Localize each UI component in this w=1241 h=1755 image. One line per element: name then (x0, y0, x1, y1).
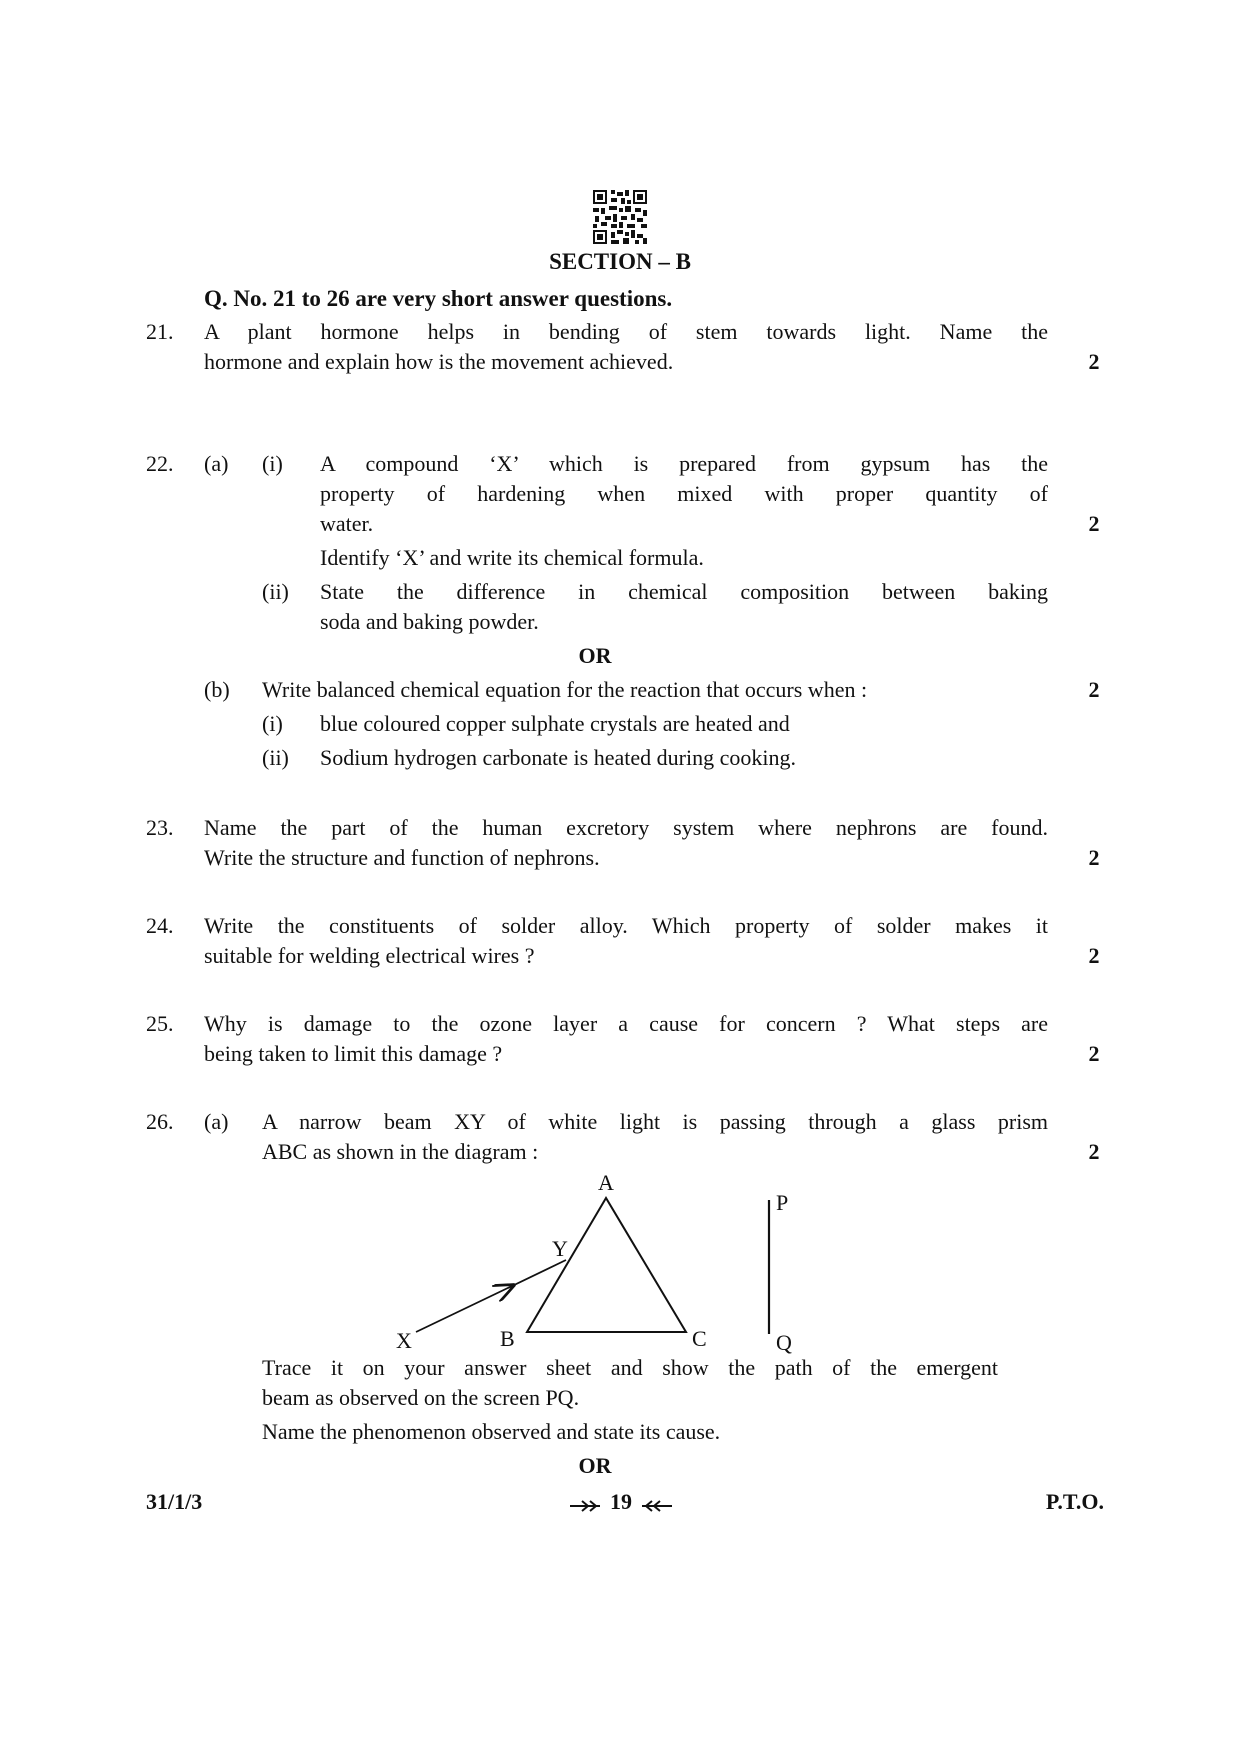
question-number: 22. (146, 451, 174, 476)
incident-ray-segment (508, 1260, 566, 1288)
q21-line-1: A plant hormone helps in bending of stem towards light. Name the (204, 319, 1048, 344)
q26-a-line-2: ABC as shown in the diagram : (262, 1139, 539, 1164)
q24-line-2: suitable for welding electrical wires ? (204, 943, 535, 968)
pto-label: P.T.O. (1045, 1489, 1104, 1514)
marks-badge: 2 (1088, 677, 1100, 702)
paper-code: 31/1/3 (146, 1489, 203, 1514)
marks-badge: 2 (1088, 1139, 1100, 1164)
q23-line-2: Write the structure and function of nephrons. (204, 845, 600, 870)
prism-triangle (527, 1198, 686, 1332)
q25-line-1: Why is damage to the ozone layer a cause for concern ? What steps are (204, 1011, 1048, 1036)
subpart-label: (i) (262, 451, 283, 476)
part-label: (b) (204, 677, 230, 702)
part-label: (a) (204, 1109, 229, 1134)
or-separator: OR (578, 1453, 612, 1478)
q23-line-1: Name the part of the human excretory system where nephrons are found. (204, 815, 1048, 840)
marks-badge: 2 (1088, 349, 1100, 374)
label-q: Q (776, 1330, 792, 1355)
section-title: SECTION – B (549, 249, 691, 274)
or-separator: OR (578, 643, 612, 668)
q25-line-2: being taken to limit this damage ? (204, 1041, 503, 1066)
label-b: B (500, 1326, 515, 1351)
marks-badge: 2 (1088, 511, 1100, 536)
q22-a-i-line-2: property of hardening when mixed with proper quantity of (320, 481, 1048, 506)
subpart-label: (ii) (262, 745, 289, 770)
label-c: C (692, 1326, 707, 1351)
subpart-label: (ii) (262, 579, 289, 604)
marks-badge: 2 (1088, 845, 1100, 870)
part-label: (a) (204, 451, 229, 476)
incident-ray (416, 1286, 512, 1332)
label-p: P (776, 1190, 789, 1215)
question-number: 25. (146, 1011, 174, 1036)
q22-a-i-line-4: Identify ‘X’ and write its chemical formula. (320, 545, 704, 570)
qr-code-icon (593, 190, 647, 244)
q26-trace-line-1: Trace it on your answer sheet and show the path of the emergent (262, 1355, 998, 1380)
label-x: X (396, 1328, 412, 1353)
section-instruction: Q. No. 21 to 26 are very short answer questions. (204, 286, 673, 311)
page-number: 19 (610, 1489, 632, 1514)
q24-line-1: Write the constituents of solder alloy. Which property of solder makes it (204, 913, 1048, 938)
q21-line-2: hormone and explain how is the movement achieved. (204, 349, 674, 374)
q22-b-ii-text: Sodium hydrogen carbonate is heated during cooking. (320, 745, 796, 770)
marks-badge: 2 (1088, 943, 1100, 968)
label-a: A (598, 1170, 614, 1195)
q22-a-i-line-3: water. (320, 511, 374, 536)
q22-a-i-line-1: A compound ‘X’ which is prepared from gypsum has the (320, 451, 1048, 476)
question-number: 26. (146, 1109, 174, 1134)
arrow-ornament-icon (640, 1494, 674, 1510)
q22-b-line: Write balanced chemical equation for the reaction that occurs when : (262, 677, 868, 702)
subpart-label: (i) (262, 711, 283, 736)
question-number: 21. (146, 319, 174, 344)
q22-a-ii-line-1: State the difference in chemical composition between baking (320, 579, 1048, 604)
label-y: Y (552, 1236, 568, 1261)
arrow-ornament-icon (568, 1494, 602, 1510)
q22-a-ii-line-2: soda and baking powder. (320, 609, 539, 634)
q26-name-line: Name the phenomenon observed and state its cause. (262, 1419, 721, 1444)
marks-badge: 2 (1088, 1041, 1100, 1066)
q26-trace-line-2: beam as observed on the screen PQ. (262, 1385, 580, 1410)
prism-diagram (380, 1160, 820, 1360)
q26-a-line-1: A narrow beam XY of white light is passing through a glass prism (262, 1109, 1048, 1134)
question-number: 24. (146, 913, 174, 938)
question-number: 23. (146, 815, 174, 840)
q22-b-i-text: blue coloured copper sulphate crystals are heated and (320, 711, 790, 736)
